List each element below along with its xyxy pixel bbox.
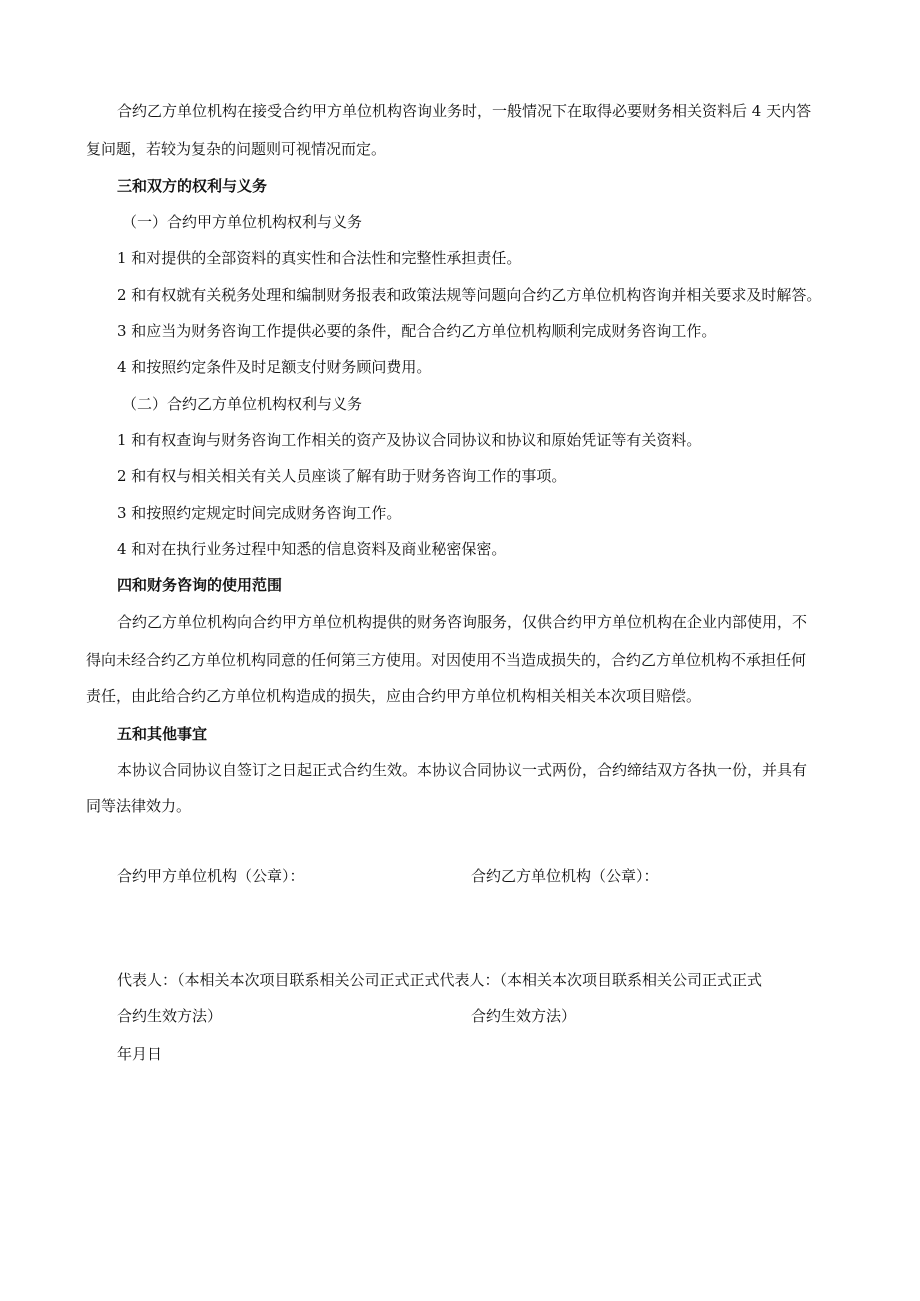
party-a-subheading: （一）合约甲方单位机构权利与义务 [122,213,363,231]
section-5-line-2: 同等法律效力。 [86,797,192,815]
party-b-item-2: 2 和有权与相关相关有关人员座谈了解有助于财务咨询工作的事项。 [117,467,567,485]
party-b-representative-method: 合约生效方法） [471,1007,577,1025]
section-3-heading: 三和双方的权利与义务 [117,177,268,195]
section-4-heading: 四和财务咨询的使用范围 [117,576,283,594]
party-b-item-3: 3 和按照约定规定时间完成财务咨询工作。 [117,504,402,522]
representative-line: 代表人：（本相关本次项目联系相关公司正式正式代表人：（本相关本次项目联系相关公司正式正式 [117,971,763,989]
intro-paragraph-line-2: 复问题，若较为复杂的问题则可视情况而定。 [86,140,387,158]
section-4-line-3: 责任，由此给合约乙方单位机构造成的损失，应由合约甲方单位机构相关相关本次项目赔偿。 [86,687,702,705]
date-line: 年月日 [117,1045,163,1063]
party-b-subheading: （二）合约乙方单位机构权利与义务 [122,395,363,413]
intro-paragraph-line-1: 合约乙方单位机构在接受合约甲方单位机构咨询业务时，一般情况下在取得必要财务相关资料后 4 天内答 [117,102,812,120]
section-5-heading: 五和其他事宜 [117,725,208,743]
section-5-line-1: 本协议合同协议自签订之日起正式合约生效。本协议合同协议一式两份，合约缔结双方各执一份，并具有 [117,761,808,779]
party-b-item-1: 1 和有权查询与财务咨询工作相关的资产及协议合同协议和协议和原始凭证等有关资料。 [117,431,702,449]
party-a-item-1: 1 和对提供的全部资料的真实性和合法性和完整性承担责任。 [117,249,522,267]
party-a-item-2: 2 和有权就有关税务处理和编制财务报表和政策法规等问题向合约乙方单位机构咨询并相关要求及时解答。 [117,286,822,304]
party-b-item-4: 4 和对在执行业务过程中知悉的信息资料及商业秘密保密。 [117,540,507,558]
party-a-item-3: 3 和应当为财务咨询工作提供必要的条件，配合合约乙方单位机构顺利完成财务咨询工作。 [117,322,717,340]
section-4-line-1: 合约乙方单位机构向合约甲方单位机构提供的财务咨询服务，仅供合约甲方单位机构在企业内部使用，不 [117,613,808,631]
party-a-seal-label: 合约甲方单位机构（公章）： [117,867,305,885]
party-a-representative-method: 合约生效方法） [117,1007,223,1025]
party-a-item-4: 4 和按照约定条件及时足额支付财务顾问费用。 [117,358,432,376]
section-4-line-2: 得向未经合约乙方单位机构同意的任何第三方使用。对因使用不当造成损失的，合约乙方单位机构不承担任何 [86,651,807,669]
party-b-seal-label: 合约乙方单位机构（公章）： [471,867,659,885]
